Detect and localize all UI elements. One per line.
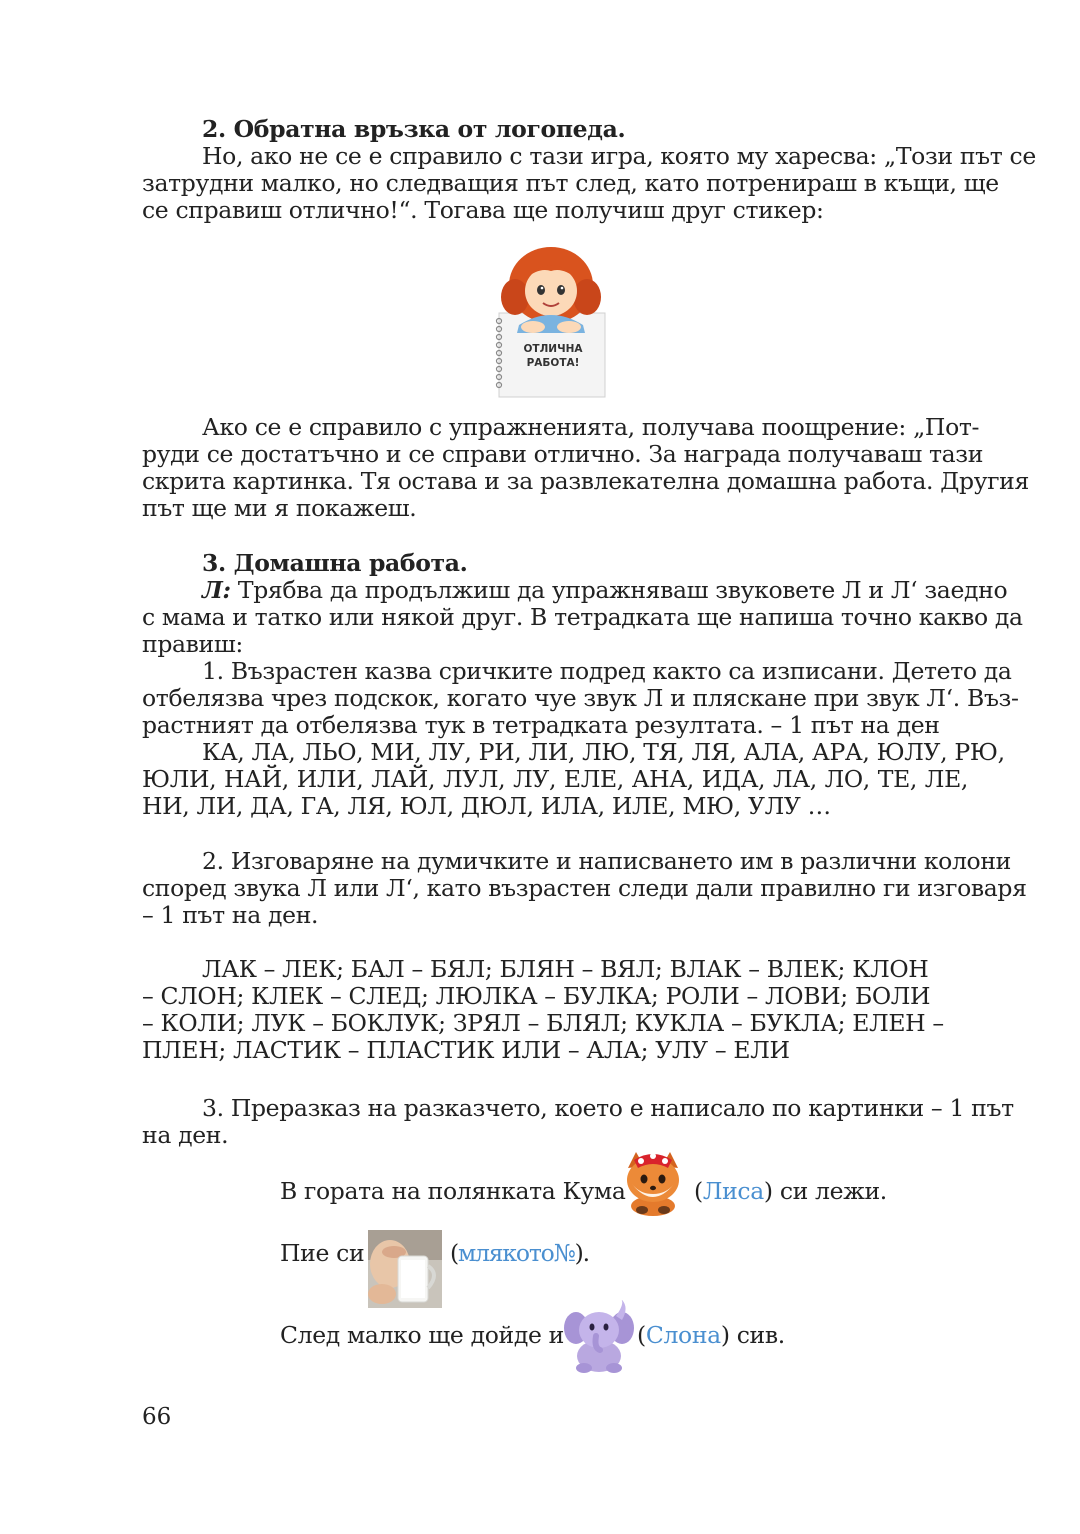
sticker-text: РАБОТА! xyxy=(526,357,580,369)
words-line: – КОЛИ; ЛУК – БОКЛУК; ЗРЯЛ – БЛЯЛ; КУКЛА – БУКЛА; ЕЛЕН – xyxy=(142,1009,944,1037)
story-line-3-before: След малко ще дойде и xyxy=(280,1321,564,1349)
word-milk: млякото№ xyxy=(457,1239,575,1267)
fox-icon xyxy=(618,1148,688,1218)
word-lisa: Лиса xyxy=(702,1177,764,1205)
elephant-icon xyxy=(564,1300,634,1374)
praise-line: път ще ми я покажеш. xyxy=(142,494,417,522)
section3-line: правиш: xyxy=(142,630,243,658)
words-line: – СЛОН; КЛЕК – СЛЕД; ЛЮЛКА – БУЛКА; РОЛИ – ЛОВИ; БОЛИ xyxy=(142,982,931,1010)
exercise1-line: отбелязва чрез подскок, когато чуе звук Л и пляскане при звук Л‘. Въз- xyxy=(142,684,1019,712)
words-line: ЛАК – ЛЕК; БАЛ – БЯЛ; БЛЯН – ВЯЛ; ВЛАК – ВЛЕК; КЛОН xyxy=(202,955,929,983)
syllables-line: ЮЛИ, НАЙ, ИЛИ, ЛАЙ, ЛУЛ, ЛУ, ЕЛЕ, АНА, ИДА, ЛА, ЛО, ТЕ, ЛЕ, xyxy=(142,765,968,793)
story-line-2-after: (млякото№). xyxy=(450,1239,589,1267)
excellent-work-sticker xyxy=(493,245,608,400)
label-l: Л: xyxy=(202,576,231,604)
story-line-1-before: В гората на полянката Кума xyxy=(280,1177,626,1205)
section3-heading: 3. Домашна работа. xyxy=(202,549,468,577)
section2-heading: 2. Обратна връзка от логопеда. xyxy=(202,115,626,143)
girl-notebook-icon xyxy=(493,245,608,400)
intro-text: Трябва да продължиш да упражняваш звуковете Л и Л‘ заедно xyxy=(237,576,1008,604)
exercise3-line: на ден. xyxy=(142,1121,229,1149)
exercise1-line: 1. Възрастен казва сричките подред както са изписани. Детето да xyxy=(202,657,1012,685)
exercise2-line: – 1 път на ден. xyxy=(142,901,319,929)
exercise1-line: растният да отбелязва тук в тетрадката резултата. – 1 път на ден xyxy=(142,711,940,739)
word-slona: Слона xyxy=(645,1321,721,1349)
praise-line: руди се достатъчно и се справи отлично. За награда получаваш тази xyxy=(142,440,984,468)
milk-photo-icon xyxy=(368,1230,442,1308)
exercise2-line: 2. Изговаряне на думичките и написването им в различни колони xyxy=(202,847,1011,875)
section3-line: с мама и татко или някой друг. В тетрадката ще напиша точно какво да xyxy=(142,603,1023,631)
section3-intro xyxy=(202,576,1008,604)
section2-line: затрудни малко, но следващия път след, като потренираш в къщи, ще xyxy=(142,169,999,197)
syllables-line: КА, ЛА, ЛЬО, МИ, ЛУ, РИ, ЛИ, ЛЮ, ТЯ, ЛЯ, АЛА, АРА, ЮЛУ, РЮ, xyxy=(202,738,1005,766)
words-line: ПЛЕН; ЛАСТИК – ПЛАСТИК ИЛИ – АЛА; УЛУ – ЕЛИ xyxy=(142,1036,790,1064)
praise-line: скрита картинка. Тя остава и за развлекателна домашна работа. Другия xyxy=(142,467,1029,495)
exercise2-line: според звука Л или Л‘, като възрастен следи дали правилно ги изговаря xyxy=(142,874,1027,902)
syllables-line: НИ, ЛИ, ДА, ГА, ЛЯ, ЮЛ, ДЮЛ, ИЛА, ИЛЕ, МЮ, УЛУ … xyxy=(142,792,831,820)
section2-line: Но, ако не се е справило с тази игра, която му харесва: „Този път се xyxy=(202,142,1036,170)
exercise3-line: 3. Преразказ на разказчето, което е написало по картинки – 1 път xyxy=(202,1094,1014,1122)
praise-line: Ако се е справило с упражненията, получава поощрение: „Пот- xyxy=(202,413,980,441)
story-line-2-before: Пие си xyxy=(280,1239,365,1267)
page-number: 66 xyxy=(142,1404,172,1430)
story-line-3-after: (Слона) сив. xyxy=(637,1321,785,1349)
story-line-1-after: (Лиса) си лежи. xyxy=(694,1177,887,1205)
sticker-text: ОТЛИЧНА xyxy=(523,343,583,355)
section2-line: се справиш отлично!“. Тогава ще получиш друг стикер: xyxy=(142,196,824,224)
